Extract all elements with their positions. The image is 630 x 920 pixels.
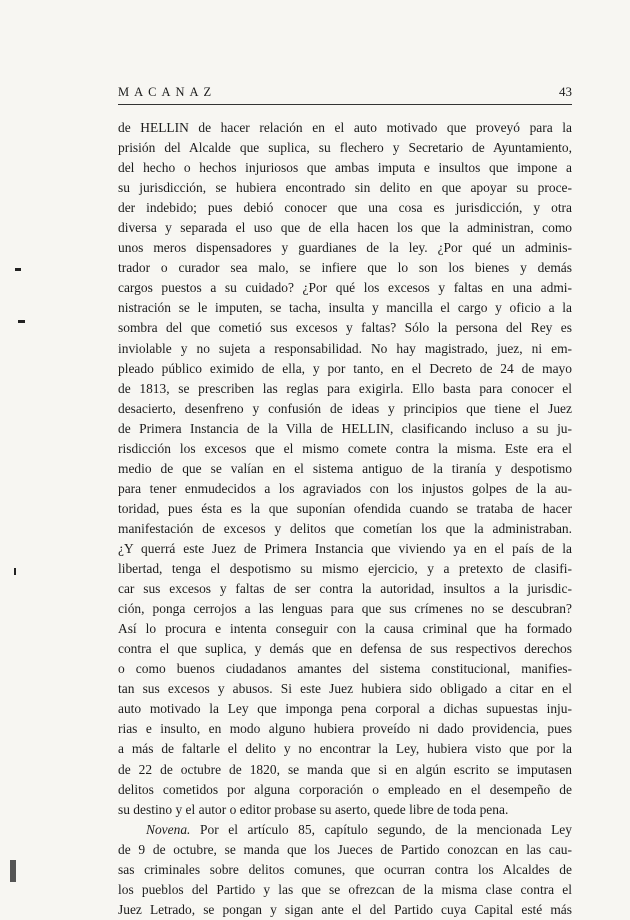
text-line: Así lo procura e intenta conseguir con la causa criminal que ha formado xyxy=(118,621,572,637)
text-line: trador o curador sea malo, se infiere que lo son los bienes y demás xyxy=(118,260,572,276)
text-line: los pueblos del Partido y las que se ofrezcan de la misma clase contra el xyxy=(118,881,572,897)
scan-speck xyxy=(14,568,16,575)
text-line: del hecho o hechos injuriosos que ambas imputa e insultos que impone a xyxy=(118,160,572,176)
scan-speck xyxy=(10,860,16,882)
body-text xyxy=(118,118,572,920)
text-line: desacierto, desenfreno y confusión de ideas y principios que tiene el Juez xyxy=(118,400,572,416)
text-line: de 9 de octubre, se manda que los Jueces de Partido conozcan en las cau- xyxy=(118,841,572,857)
text-line: Por el artículo 85, capítulo segundo, de la mencionada Ley xyxy=(190,821,572,837)
scan-speck xyxy=(15,268,21,271)
text-line: pleado público eximido de ella, y por tanto, en el Decreto de 24 de mayo xyxy=(118,360,572,376)
paragraph-opening-line xyxy=(118,820,572,840)
text-line: der indebido; pues debió conocer que una cosa es jurisdicción, y otra xyxy=(118,200,572,216)
text-line: prisión del Alcalde que suplica, su flechero y Secretario de Ayuntamiento, xyxy=(118,140,572,156)
text-line: unos meros dispensadores y guardianes de la ley. ¿Por qué un adminis- xyxy=(118,240,572,256)
text-line: su jurisdicción, se hubiera encontrado sin delito en que apoyar su proce- xyxy=(118,180,572,196)
text-line: de 1813, se prescriben las reglas para exigirla. Ello basta para conocer el xyxy=(118,380,572,396)
text-line: diversa y separada el uso que de ella hacen los que la administran, como xyxy=(118,220,572,236)
text-line: cargos puestos a su cuidado? ¿Por qué los excesos y faltas en una admi- xyxy=(118,280,572,296)
text-line: toridad, pues ésta es la que suponían ofendida cuando se trataba de hacer xyxy=(118,500,572,516)
text-line: tan sus excesos y abusos. Si este Juez hubiera sido obligado a citar en el xyxy=(118,681,572,697)
running-title: MACANAZ xyxy=(118,85,217,99)
text-line: libertad, tenga el despotismo su mismo ejercicio, y a pretexto de clasifi- xyxy=(118,561,572,577)
text-line: o como buenos ciudadanos amantes del sistema constitucional, manifies- xyxy=(118,661,572,677)
header-rule xyxy=(118,104,572,105)
text-line: auto motivado la Ley que imponga pena corporal a dichas supuestas inju- xyxy=(118,701,572,717)
text-line: de Primera Instancia de la Villa de HELLIN, clasificando incluso a su ju- xyxy=(118,420,572,436)
text-line: Juez Letrado, se pongan y sigan ante el del Partido cuya Capital esté más xyxy=(118,901,572,917)
text-line: ¿Y querrá este Juez de Primera Instancia que viviendo ya en el país de la xyxy=(118,540,572,556)
text-line: risdicción los excesos que el mismo comete contra la misma. Este era el xyxy=(118,440,572,456)
text-line: sas criminales sobre delitos comunes, que ocurran contra los Alcaldes de xyxy=(118,861,572,877)
text-line: contra el que suplica, y demás que en defensa de sus respectivos derechos xyxy=(118,641,572,657)
text-line: para tener enmudecidos a los agraviados con los injustos golpes de la au- xyxy=(118,480,572,496)
text-line: nistración se le imputen, se tacha, insulta y mancilla el cargo y oficio a la xyxy=(118,300,572,316)
text-line: medio de que se valían en el sistema antiguo de la tiranía y despotismo xyxy=(118,460,572,476)
section-lead: Novena. xyxy=(146,821,191,837)
running-header xyxy=(118,84,572,100)
text-line: sombra del que cometió sus excesos y faltas? Sólo la persona del Rey es xyxy=(118,320,572,336)
text-line: a más de faltarle el delito y no encontrar la Ley, hubiera visto que por la xyxy=(118,741,572,757)
text-line: inviolable y no sujeta a responsabilidad. No hay magistrado, juez, ni em- xyxy=(118,340,572,356)
text-line: ción, ponga cerrojos a las lenguas para que sus crímenes no se descubran? xyxy=(118,601,572,617)
text-line: manifestación de excesos y delitos que cometían los que la administraban. xyxy=(118,520,572,536)
scan-speck xyxy=(18,320,25,323)
text-line: de HELLIN de hacer relación en el auto motivado que proveyó para la xyxy=(118,120,572,135)
text-line: su destino y el autor o editor probase su aserto, quede libre de toda pena. xyxy=(118,801,509,817)
text-line: rias e insulto, en modo alguno hubiera proveído ni dado providencia, pues xyxy=(118,721,572,737)
text-line: car sus excesos y faltas de ser contra la autoridad, insultos a la jurisdic- xyxy=(118,581,572,597)
text-line: delitos cometidos por alguna corporación o empleado en el desempeño de xyxy=(118,781,572,797)
text-line: de 22 de octubre de 1820, se manda que si en algún escrito se imputasen xyxy=(118,761,572,777)
page-number: 43 xyxy=(559,84,572,99)
